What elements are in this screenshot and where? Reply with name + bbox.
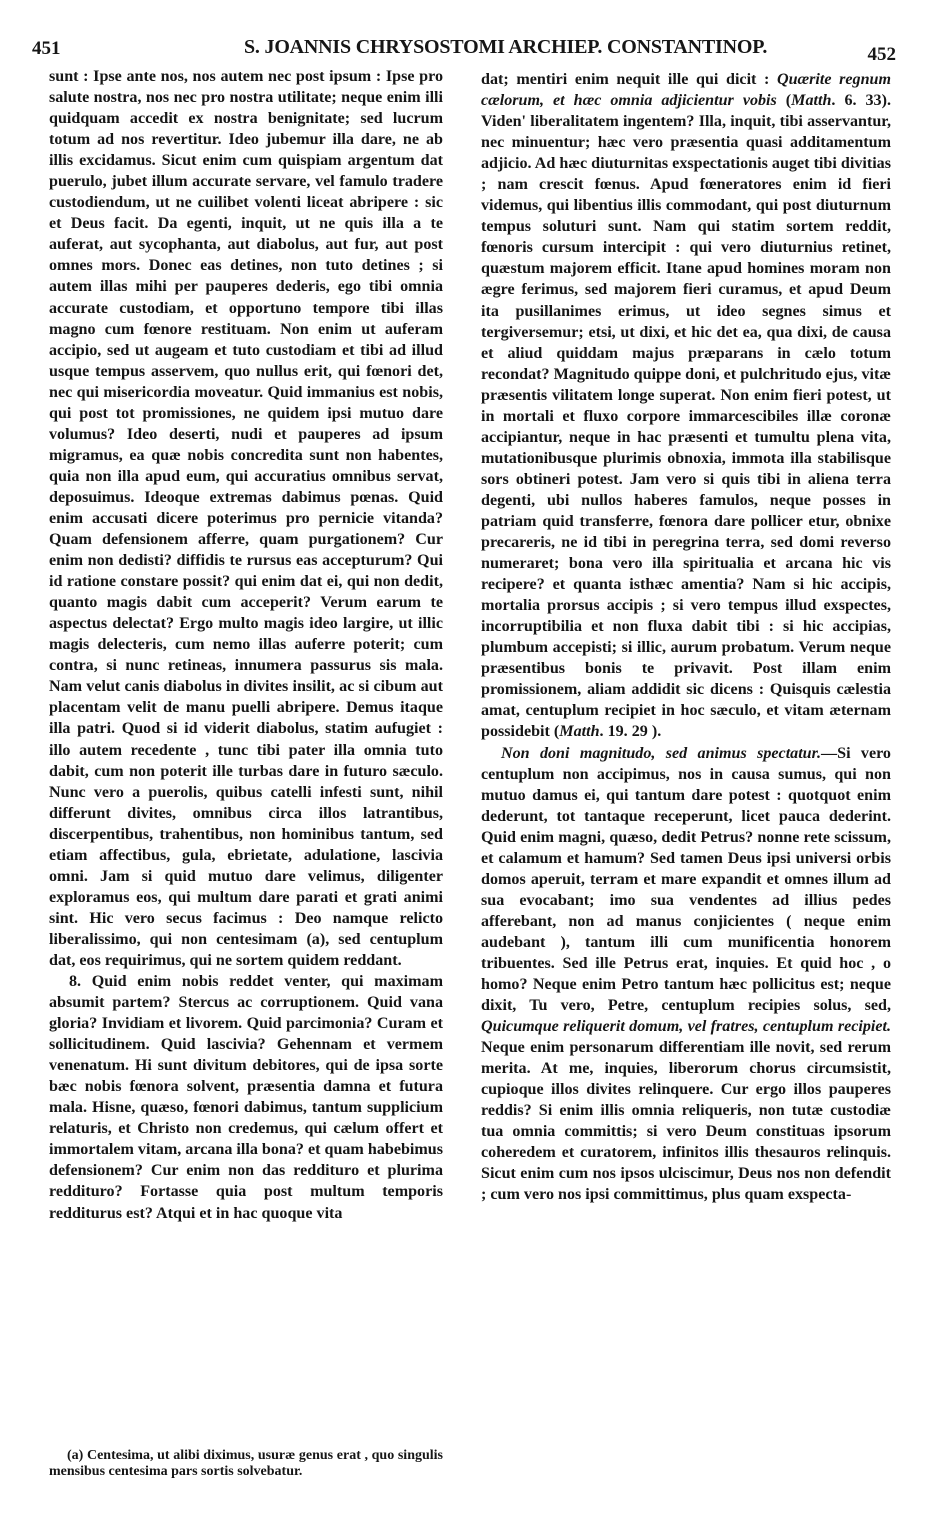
left-column bbox=[49, 66, 443, 1224]
scripture-quote-2: Quicumque reliquerit domum, vel fratres, centuplum recipiet. bbox=[481, 1018, 891, 1036]
right-column bbox=[481, 69, 891, 1206]
right-p1-text-a: dat; mentiri enim nequit ille qui dicit : bbox=[481, 71, 777, 88]
footnote-text: (a) Centesima, ut alibi diximus, usuræ genus erat , quo singulis mensibus centesima pars sortis solvebatur. bbox=[49, 1448, 443, 1479]
right-p1-text-b: Viden' liberalitatem ingentem? Illa, inquit, tibi asservantur, nec minuentur; hæc vero præsentia quasi additamentum adjicio. Ad hæc diuturnitas exspectationis auget tibi divitias ; nam crescit fœnus. Apud fœneratores enim id fieri videmus, qui libentius illis commodant, qui post diuturnum tempus soluturi sunt. Nam qui statim sortem reddit, fœnoris cursum intercipit : qui vero diuturnius retinet, quæstum majorem efficit. Itane apud homines moram non ægre ferimus, sed majorem fieri curamus, et apud Deum ita pusillanimes erimus, ut ideo segnes simus et tergiversemur; etsi, ut dixi, et hic det ea, qua dixi, de causa et aliud quiddam majus præparans in cælo totum recondat? Magnitudo quippe doni, et pulchritudo ejus, vitæ præsentis vilitatem longe superat. Non enim fieri potest, ut in mortali et fluxo corpore immarcescibiles illæ coronæ accipiantur, neque in hac præsenti et tumultu plena vita, mutationibusque plurimis obnoxia, immota illa stabilisque sors obtineri potest. Jam vero si quis tibi in aliena terra degenti, ubi nullos haberes famulos, neque posses in patriam quid transferre, fœnora dare pollicer etur, obnixe precareris, ne id tibi in peregrina terra, sed domi reverso numeraret; bona vero illa spiritualia et arcana hic vis recipere? et quanta isthæc amentia? Nam si hic accipis, mortalia prorsus accipis ; si vero tempus illud exspectes, incorruptibilia et non fluxa dabit tibi : si hic accipias, plumbum accepisti; si illic, aurum probatum. Verum neque præsentibus bonis te privavit. Post illam enim promissionem, aliam addidit sic dicens : Quisquis cælestia amat, centuplum recipiet in hoc sæculo, et vitam æternam possidebit ( bbox=[481, 113, 891, 741]
page-header bbox=[28, 30, 896, 64]
right-p2-text-b: Neque enim personarum differentiam ille novit, sed rerum merita. At me, inquies, liberorum chorus circumsistit, cupioque illos divites relinquere. Cur ergo illos pauperes reddis? Si enim illis omnia reliqueris, non tutæ custodiæ tua omnia committis; si vero Deum constituas ipsorum coheredem et curatorem, infinitos illis thesauros relinquis. Sicut enim cum nos ipsos ulciscimur, Deus nos non defendit ; cum vero nos ipsi committimus, plus quam exspecta- bbox=[481, 1039, 891, 1204]
page-number-right: 452 bbox=[867, 44, 896, 65]
citation-book-1: Matth bbox=[791, 92, 832, 110]
right-paragraph-1 bbox=[481, 69, 891, 743]
citation-ref-2: . 19. 29 ). bbox=[599, 723, 662, 741]
citation-ref-1: . 6. 33). bbox=[831, 92, 891, 110]
citation-book-2: Matth bbox=[559, 723, 600, 741]
citation-open-1: ( bbox=[776, 92, 792, 110]
right-paragraph-2 bbox=[481, 743, 891, 1206]
footnote bbox=[49, 1448, 443, 1480]
page-number-left: 451 bbox=[32, 38, 61, 59]
right-p2-text-a: —Si vero centuplum non accipimus, nos in causa sumus, qui non mutuo damus ei, qui tantum dare potest : quotquot enim dederunt, tot tantaque receperunt, licet pauca dederint. Quid enim magni, quæso, dedit Petrus? nonne rete scissum, et calamum et hamum? Sed tamen Deus ipsi universi orbis domos aperuit, terram et mare expandit et omnes illum ad sua evocabant; imo sua vendentes ad illius pedes afferebant, non ad manus conjicientes ( neque enim audebant ), tantum illi cum munificentia honorem tribuentes. Sed ille Petrus erat, inquies. Et quid hoc , o homo? Neque enim Petro tantum hæc pollicitus est; neque dixit, Tu vero, Petre, centuplum recipies solus, sed, bbox=[481, 744, 891, 1015]
running-title: S. JOANNIS CHRYSOSTOMI ARCHIEP. CONSTANTINOP. bbox=[244, 36, 768, 58]
left-paragraph-2: 8. Quid enim nobis reddet venter, qui maximam absumit partem? Stercus ac corruptionem. Quid vana gloria? Invidiam et livorem. Quid parcimonia? Curam et sollicitudinem. Quid lascivia? Gehennam et vermem venenatum. Hi sunt divitum debitores, qui de ipsa sorte bæc nobis fœnora solvent, præsentia damna et futura mala. Hisne, quæso, fœnori dabimus, tantum supplicium relaturis, et Christo non credemus, qui cælum offert et immortalem vitam, arcana illa bona? et quam habebimus defensionem? Cur enim non das redditurо et plurima reddituro? Fortasse quia post multum temporis redditurus est? Atqui et in hac quoque vita bbox=[49, 973, 443, 1222]
left-paragraph-1: sunt : Ipse ante nos, nos autem nec post ipsum : Ipse pro salute nostra, nos nec pro nostra utilitate; neque enim illi quidquam accedit ex nostra benignitate; sed lucrum totum ad nos revertitur. Ideo jubemur illa dare, ne ab illis excidamus. Sicut enim cum quispiam argentum dat puerulo, jubet illum accurate servare, vel famulo tradere custodiendum, ut ne cuilibet volenti liceat abripere : sic et Deus facit. Da egenti, inquit, ut ne quis illa a te auferat, aut sycophanta, aut diabolus, aut fur, aut post omnes mors. Donec eas detines, non tuto detines ; si autem illas mihi per pauperes dederis, ego tibi omnia accurate custodiam, et opportuno tempore tibi illas magno cum fœnore restituam. Non enim ut auferam accipio, sed ut augeam et tuto custodiam et tibi ad illud usque tempus asservem, quo nullus erit, qui fœnori det, nec qui misericordia moveatur. Quid immanius est nobis, qui post tot promissiones, ne quidem ipsi mutuo dare volumus? Ideo deserti, nudi et pauperes ad ipsum migramus, ea quæ nobis concredita sunt non habentes, quia non illa apud eum, qui accuratius omnibus servat, deposuimus. Ideoque extremas dabimus pœnas. Quid enim accusati dicere poterimus pro pernicie vitanda? Quam defensionem afferre, quam purgationem? Cur enim non dedisti? diffidis te rursus eas accepturum? Qui id ratione constare possit? qui enim dat ei, qui non dedit, quanto magis dabit cum acceperit? Verum earum te aspectus delectat? Ergo multo magis ideo largire, ut illic magis delecteris, cum nemo illas auferre poterit; cum contra, si nunc retineas, innumera passurus sis mala. Nam velut canis diabolus in divites insilit, ac si cibum aut placentam velit de manu puelli abripere. Demus itaque illa patri. Quod si id viderit diabolus, statim aufugiet : illo autem recedente , tunc tibi pater illa omnia tuto dabit, cum non poterit ille turbas dare in futuro sæculo. Nunc vero a puerolis, quibus catelli infesti sunt, nihil differunt divites, omnibus circa illos latrantibus, discerpentibus, trahentibus, non hominibus tantum, sed etiam affectibus, gula, ebrietate, adulatione, lascivia omni. Jam si quid mutuo dare velimus, diligenter exploramus eos, qui multum dare parati et grati animi sint. Hic vero secus facimus : Deo namque relicto liberalissimo, qui non centesimam (a), sed centuplum dat, eos requirimus, qui ne sortem quidem reddant. bbox=[49, 68, 443, 969]
scripture-quote-1: Quærite regnum cælorum, et hæc omnia adjicientur vobis bbox=[481, 71, 891, 110]
section-heading: Non doni magnitudo, sed animus spectatur. bbox=[501, 744, 822, 762]
